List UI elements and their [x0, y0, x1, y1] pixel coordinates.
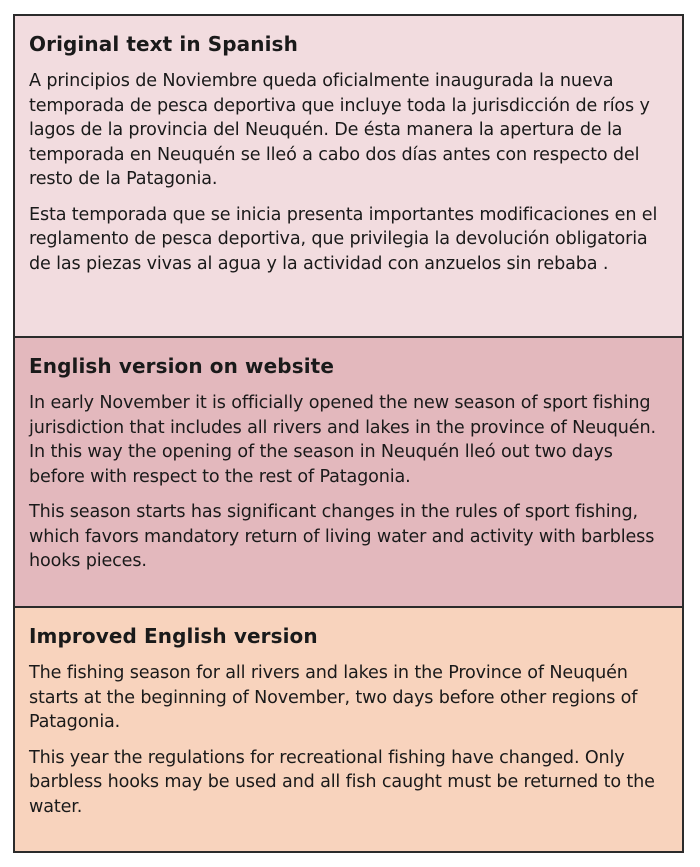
section-heading: Improved English version — [29, 624, 318, 648]
section-website-english — [15, 338, 682, 608]
translation-comparison-box — [13, 14, 684, 853]
section-improved-english — [15, 608, 682, 851]
section-paragraph: A principios de Noviembre queda oficialmente inaugurada la nueva temporada de pesca deportiva que incluye toda la jurisdicción de ríos y lagos de la provincia del Neuquén. De ésta manera la apertura de la temporada en Neuquén se lleó a cabo dos días antes con respecto del resto de la Patagonia. — [29, 71, 650, 189]
section-paragraph: Esta temporada que se inicia presenta importantes modificaciones en el reglamento de pesca deportiva, que privilegia la devolución obligatoria de las piezas vivas al agua y la actividad con anzuelos sin rebaba . — [29, 204, 658, 274]
section-heading: Original text in Spanish — [29, 32, 298, 56]
section-paragraph: In early November it is officially opened the new season of sport fishing jurisdiction that includes all rivers and lakes in the province of Neuquén. In this way the opening of the season in Neuquén lleó out two days before with respect to the rest of Patagonia. — [29, 393, 656, 487]
section-paragraph: This year the regulations for recreational fishing have changed. Only barbless hooks may be used and all fish caught must be returned to the water. — [29, 747, 655, 817]
section-paragraph: The fishing season for all rivers and lakes in the Province of Neuquén starts at the beginning of November, two days before other regions of Patagonia. — [29, 663, 638, 732]
section-heading: English version on website — [29, 354, 334, 378]
section-paragraph: This season starts has significant changes in the rules of sport fishing, which favors mandatory return of living water and activity with barbless hooks pieces. — [29, 502, 655, 571]
section-original-spanish — [15, 16, 682, 338]
